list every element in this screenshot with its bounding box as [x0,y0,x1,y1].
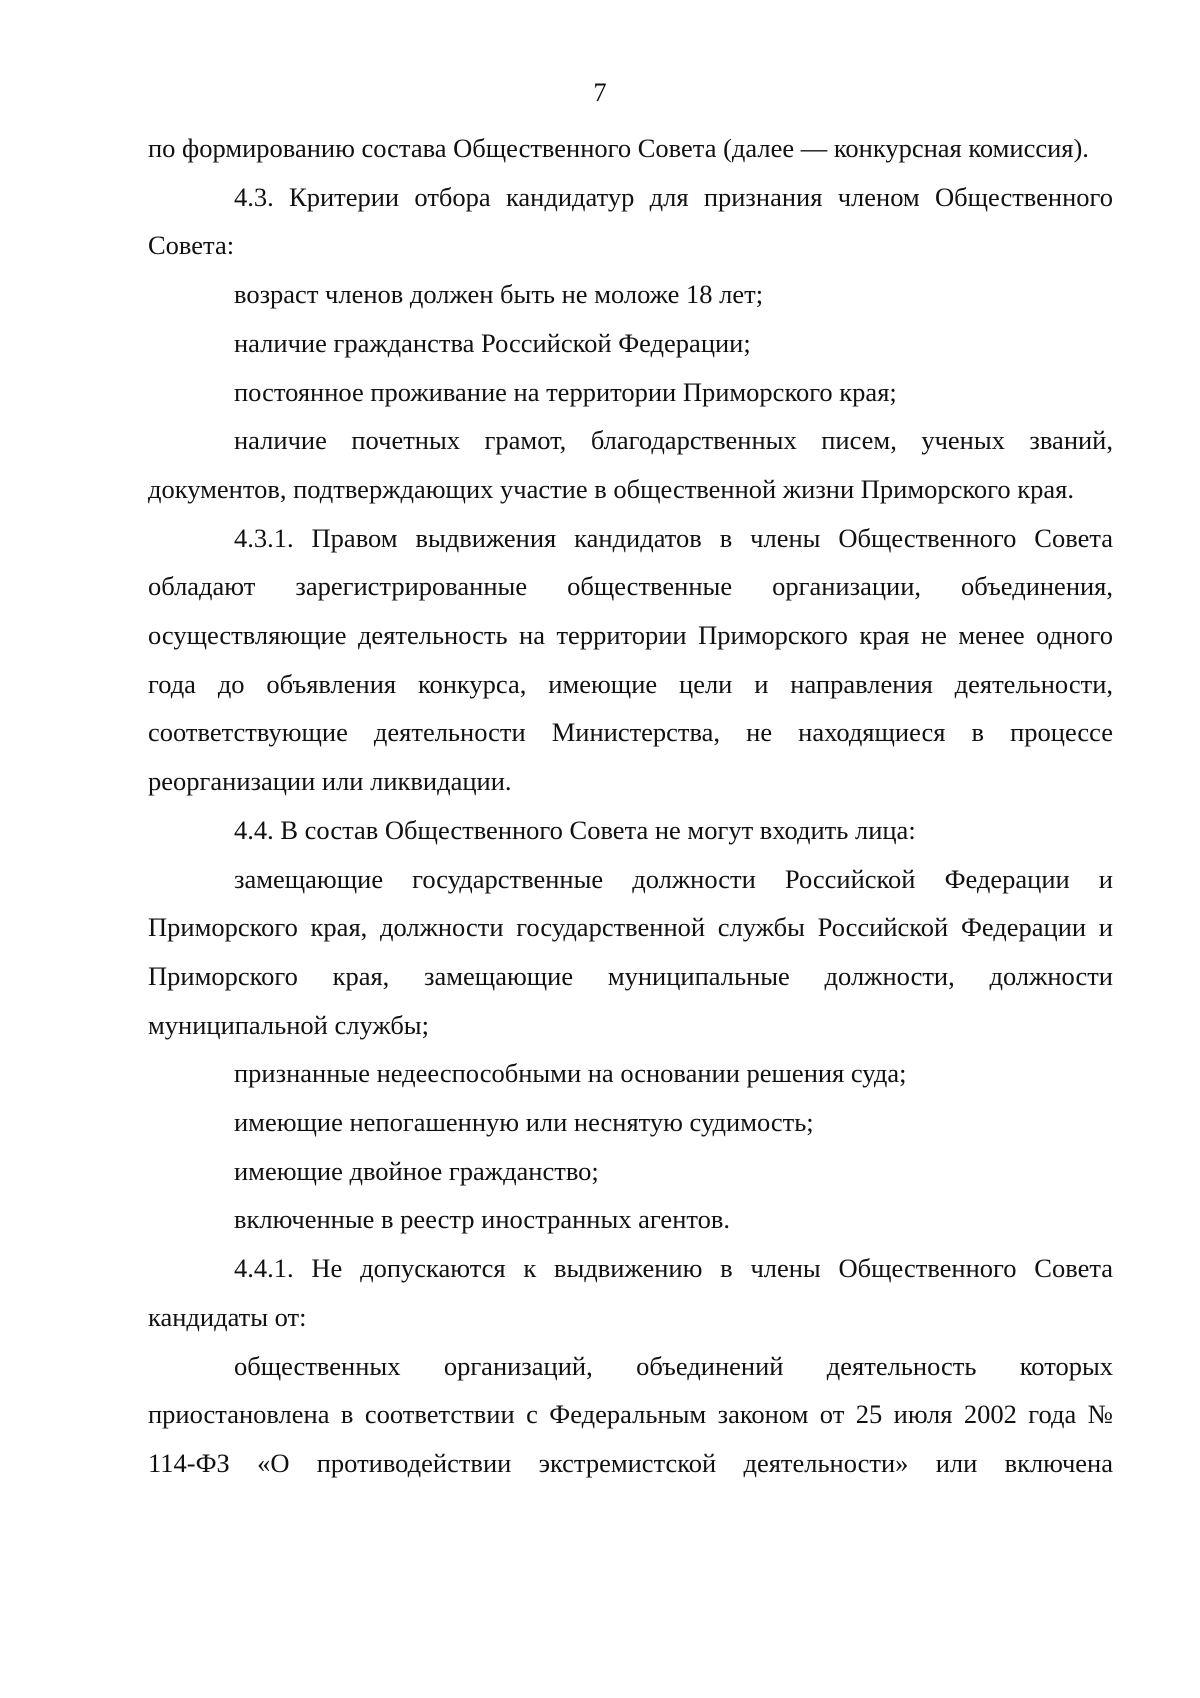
paragraph: общественных организаций, объединений деятельность которых приостановлена в соответствии с Федеральным законом от 25 июля 2002 года № 114-ФЗ «О противодействии экстремистской деятельности» или включена [148,1350,1113,1478]
page-number: 7 [593,77,607,107]
paragraph: 4.4. В состав Общественного Совета не могут входить лица: [234,814,916,845]
paragraph: признанные недееспособными на основании решения суда; [234,1058,907,1089]
paragraph: 4.3.1. Правом выдвижения кандидатов в члены Общественного Совета обладают зарегистрированные общественные организации, объединения, осуществляющие деятельность на территории Приморского края не менее одного года до объявления конкурса, имеющие цели и направления деятельности, соответствующие деятельности Министерства, не находящиеся в процессе реорганизации или ликвидации. [148,522,1113,797]
paragraph: замещающие государственные должности Российской Федерации и Приморского края, должности государственной службы Российской Федерации и Приморского края, замещающие муниципальные должности, должности муниципальной службы; [148,863,1113,1040]
paragraph: имеющие двойное гражданство; [234,1155,599,1186]
paragraph: включенные в реестр иностранных агентов. [234,1204,730,1235]
paragraph: по формированию состава Общественного Совета (далее — конкурсная комиссия). [148,133,1089,163]
paragraph: наличие гражданства Российской Федерации; [234,327,751,358]
paragraph: постоянное проживание на территории Приморского края; [234,376,897,407]
document-body [148,124,1113,1488]
paragraph: 4.4.1. Не допускаются к выдвижению в члены Общественного Совета кандидаты от: [148,1253,1113,1332]
paragraph: наличие почетных грамот, благодарственных писем, ученых званий, документов, подтверждающих участие в общественной жизни Приморского края. [148,425,1113,504]
paragraph: имеющие непогашенную или неснятую судимость; [234,1107,814,1138]
paragraph: 4.3. Критерии отбора кандидатур для признания членом Общественного Совета: [148,181,1113,261]
paragraph: возраст членов должен быть не моложе 18 лет; [234,279,764,310]
